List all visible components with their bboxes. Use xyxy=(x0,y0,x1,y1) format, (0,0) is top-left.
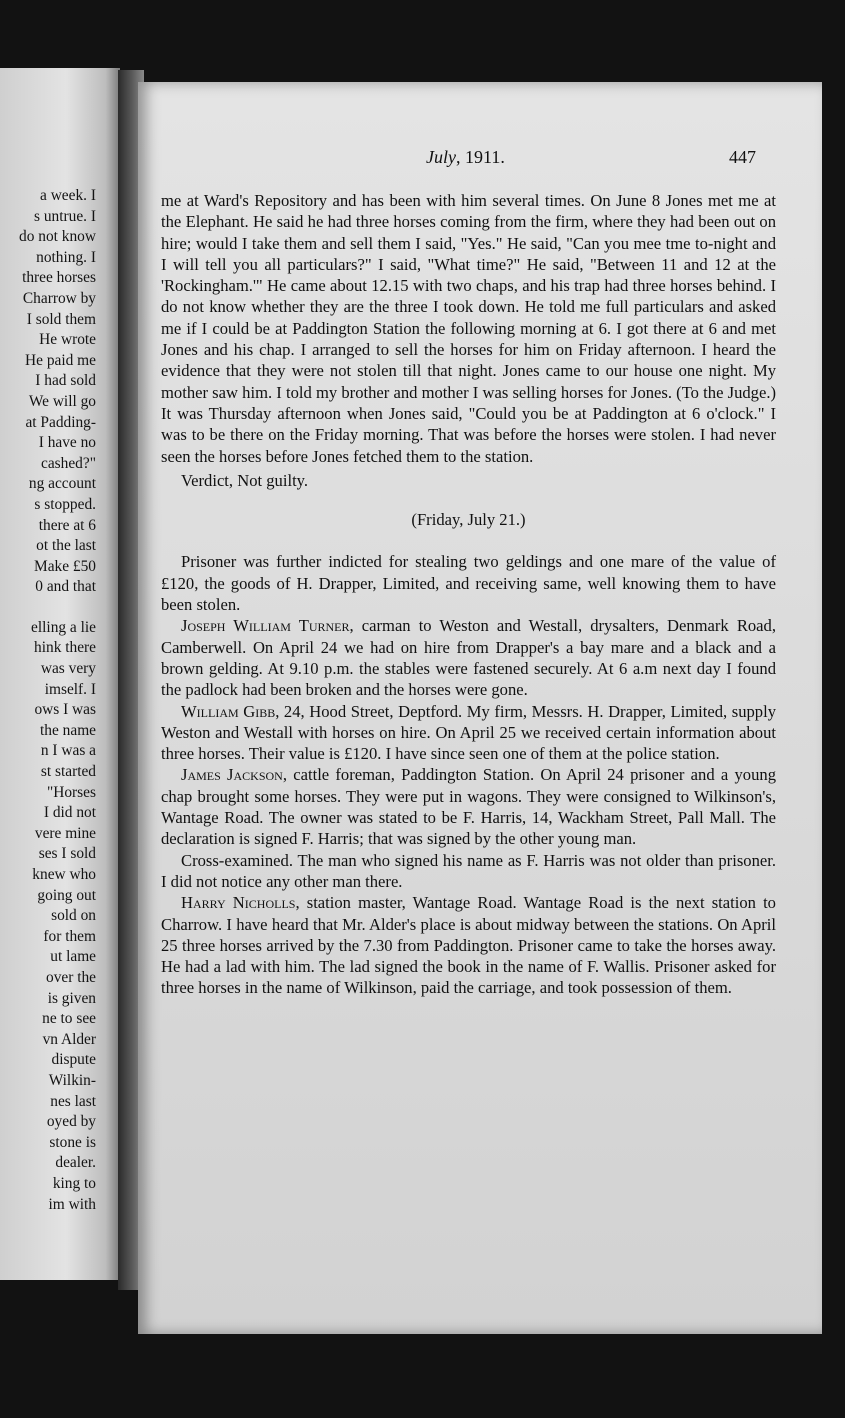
previous-page-line: sold on xyxy=(51,907,96,925)
witness-name: Harry Nicholls xyxy=(181,893,296,913)
previous-page-line: for them xyxy=(43,927,96,945)
previous-page-line: hink there xyxy=(34,639,96,657)
previous-page-text xyxy=(19,186,96,1215)
previous-page-line: Charrow by xyxy=(22,289,96,307)
previous-page-line: I sold them xyxy=(26,310,96,328)
paragraph-cross-examined: Cross-examined. The man who signed his name as F. Harris was not older than prisoner. I did not notice any other man there. xyxy=(161,850,776,891)
previous-page-line: a week. I xyxy=(40,187,96,204)
previous-page-line: knew who xyxy=(32,866,96,883)
previous-page-line: ng account xyxy=(28,475,96,493)
previous-page-line: I did not xyxy=(43,804,96,822)
witness-name: James Jackson xyxy=(181,765,283,785)
previous-page-line: Make £50 xyxy=(34,557,96,575)
previous-page-line: s untrue. I xyxy=(34,207,96,225)
paragraph-verdict: Verdict, Not guilty. xyxy=(181,470,309,490)
previous-page-fragment xyxy=(0,68,120,1280)
previous-page-line: three horses xyxy=(22,269,96,287)
page-number: 447 xyxy=(729,147,756,167)
previous-page-line: s stopped. xyxy=(34,495,96,513)
previous-page-line: stone is xyxy=(49,1133,96,1151)
previous-page-line: ot the last xyxy=(36,537,96,555)
previous-page-line: cashed?" xyxy=(41,454,96,472)
paragraph-testimony-continued: me at Ward's Repository and has been with him several times. On June 8 Jones met me at the Elephant. He said he had three horses coming from the firm, where they had been out on hire; would I take them and sell them I said, "Yes." He said, "Can you mee tme to-night and I will tell you all particulars?" I said, "What time?" He said, "Between 11 and 12 at the 'Rockingham.'" He came about 12.15 with two chaps, and his trap had three horses behind. I do not know whether they are the three I took down. He told me full particulars and asked me if I could be at Paddington Station the following morning at 6. I got there at 6 and met Jones and his chap. I arranged to sell the horses for him on Friday afternoon. I heard the evidence that they were not stolen till that night. Jones came to our house one night. My mother saw him. I told my brother and mother I was selling horses for Jones. (To the Judge.) It was Thursday afternoon when Jones said, "Could you be at Paddington at 6 o'clock." I was to be there on the Friday morning. That was before the horses were stolen. I had never seen the horses before Jones fetched them to the station. xyxy=(161,191,776,466)
previous-page-line: nes last xyxy=(50,1092,96,1110)
previous-page-line: dealer. xyxy=(55,1154,96,1172)
previous-page-line xyxy=(19,598,96,618)
previous-page-line: He wrote xyxy=(39,331,96,349)
previous-page-line: was very xyxy=(40,660,96,678)
previous-page-line: the name xyxy=(40,721,96,739)
previous-page-line: im with xyxy=(48,1195,96,1213)
previous-page-line: He paid me xyxy=(25,351,96,369)
previous-page-line: there at 6 xyxy=(38,516,96,534)
previous-page-line: king to xyxy=(52,1174,96,1192)
previous-page-line: vn Alder xyxy=(42,1030,96,1048)
previous-page-line: vere mine xyxy=(34,824,96,842)
witness-name: Joseph William Turner xyxy=(181,616,350,636)
previous-page-line: n I was a xyxy=(40,742,96,760)
previous-page-line: ses I sold xyxy=(38,845,96,863)
previous-page-line: over the xyxy=(46,968,96,986)
previous-page-line: going out xyxy=(37,886,96,904)
page-header xyxy=(138,147,822,173)
previous-page-line: at Padding- xyxy=(25,413,96,431)
previous-page-line: nothing. I xyxy=(36,248,96,266)
page xyxy=(138,82,822,1334)
paragraph-witness-gibb: William Gibb, 24, Hood Street, Deptford. My firm, Messrs. H. Drapper, Limited, supply Weston and Westall with horses on hire. On April 25 we received certain information about three horses. Their value is £120. I have since seen one of them at the police station. xyxy=(161,701,776,764)
previous-page-line: elling a lie xyxy=(31,618,96,636)
paragraph-witness-jackson: James Jackson, cattle foreman, Paddington Station. On April 24 prisoner and a young chap brought some horses. They were put in wagons. They were consigned to Wilkinson's, Wantage Road. The owner was stated to be F. Harris, 14, Wackham Street, Pall Mall. The declaration is signed F. Harris; that was signed by the other young man. xyxy=(161,765,776,849)
paragraph-witness-nicholls: Harry Nicholls, station master, Wantage Road. Wantage Road is the next station to Charrow. I have heard that Mr. Alder's place is about midway between the stations. On April 25 three horses arrived by the 7.30 from Paddington. Prisoner came to take the horses away. He had a lad with him. The lad signed the book in the name of F. Wallis. Prisoner asked for three horses in the name of Wilkinson, paid the carriage, and took possession of them. xyxy=(161,893,776,998)
previous-page-line: oyed by xyxy=(46,1113,96,1131)
previous-page-line: is given xyxy=(47,989,96,1007)
page-body xyxy=(161,190,776,999)
date-heading: (Friday, July 21.) xyxy=(411,510,526,530)
previous-page-line: I had sold xyxy=(35,372,96,390)
previous-page-line: I have no xyxy=(38,434,96,452)
witness-name: William Gibb xyxy=(181,701,276,721)
previous-page-line: ne to see xyxy=(42,1010,96,1028)
previous-page-line: "Horses xyxy=(46,783,96,801)
previous-page-line: st started xyxy=(40,763,96,781)
previous-page-line: ut lame xyxy=(50,948,96,966)
previous-page-line: 0 and that xyxy=(35,578,96,596)
paragraph-indictment: Prisoner was further indicted for stealing two geldings and one mare of the value of £120, the goods of H. Drapper, Limited, and receiving same, well knowing them to have been stolen. xyxy=(161,552,776,615)
previous-page-line: imself. I xyxy=(44,680,96,698)
previous-page-line: dispute xyxy=(51,1051,96,1069)
previous-page-line: ows I was xyxy=(34,701,96,719)
previous-page-line: Wilkin- xyxy=(48,1071,96,1089)
running-head: July, 1911. xyxy=(426,147,505,167)
previous-page-line: do not know xyxy=(19,228,96,246)
previous-page-line: We will go xyxy=(28,392,96,410)
paragraph-witness-turner: Joseph William Turner, carman to Weston and Westall, drysalters, Denmark Road, Camberwell. On April 24 we had on hire from Drapper's a bay mare and a black and a brown gelding. At 9.10 p.m. the stables were fastened securely. At 6 a.m next day I found the padlock had been broken and the horses were gone. xyxy=(161,616,776,700)
